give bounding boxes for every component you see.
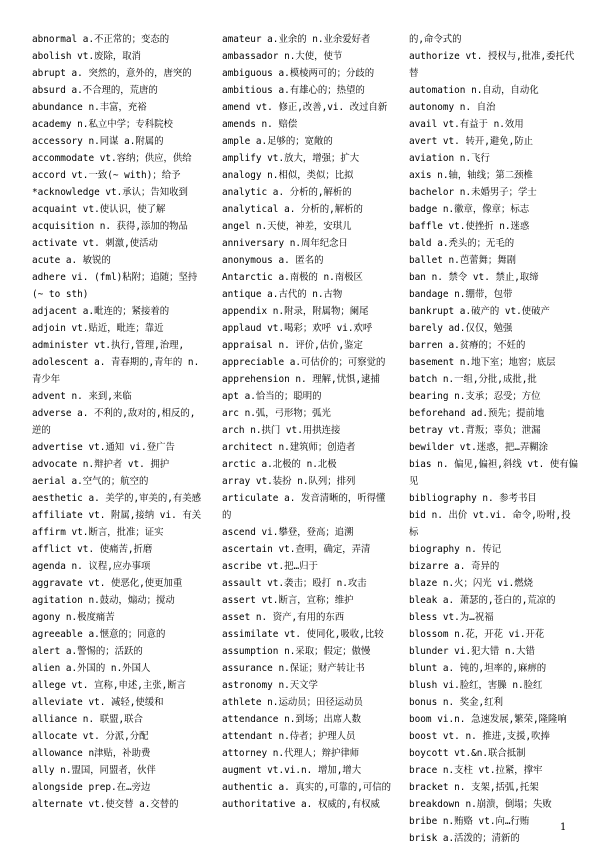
vocab-entry: arch n.拱门 vt.用拱连接 [222, 425, 341, 436]
vocab-entry: accommodate vt.容纳；供应，供给 [32, 153, 192, 164]
vocab-entry: astronomy n.天文学 [222, 680, 318, 691]
vocab-entry: bonus n. 奖金,红利 [409, 697, 503, 708]
vocab-entry: attendance n.到场；出席人数 [222, 714, 362, 725]
vocab-entry: boom vi.n. 急速发展,繁荣,隆隆响 [409, 714, 567, 725]
vocab-entry: alongside prep.在…旁边 [32, 782, 151, 793]
vocab-entry: bias n. 偏见,偏袒,斜线 vt. 使有偏见 [409, 459, 579, 487]
vocab-entry: blush vi.脸红，害臊 n.脸红 [409, 680, 543, 691]
vocab-entry: asset n. 资产,有用的东西 [222, 612, 345, 623]
vocab-entry: acute a. 敏锐的 [32, 255, 111, 266]
vocab-entry: assimilate vt. 使同化,吸收,比较 [222, 629, 384, 640]
vocab-entry: Antarctic a.南极的 n.南极区 [222, 272, 363, 283]
vocab-entry: bald a.秃头的；无毛的 [409, 238, 515, 249]
vocab-entry: authoritative a. 权威的,有权威 [222, 799, 380, 810]
vocab-entry: adhere vi. (fml)粘附；追随；坚持(~ to sth) [32, 272, 198, 300]
vocab-entry: allowance n津贴，补助费 [32, 748, 151, 759]
vocab-entry: brisk a.活泼的；清新的 [409, 833, 520, 844]
vocab-entry: aesthetic a. 美学的,审美的,有美感 [32, 493, 202, 504]
vocab-entry: badge n.徽章，像章；标志 [409, 204, 530, 215]
vocab-entry: bachelor n.未婚男子；学士 [409, 187, 537, 198]
vocab-entry: adjoin vt.贴近，毗连；靠近 [32, 323, 164, 334]
vocab-entry: aggravate vt. 使恶化,使更加重 [32, 578, 183, 589]
vocab-entry: afflict vt. 使痛苦,折磨 [32, 544, 153, 555]
vocab-entry: adolescent a. 青春期的,青年的 n.青少年 [32, 357, 200, 385]
vocab-entry: agitation n.鼓动，煽动；搅动 [32, 595, 175, 606]
vocab-entry: bizarre a. 奇异的 [409, 561, 500, 572]
vocab-entry: authentic a. 真实的,可靠的,可信的 [222, 782, 392, 793]
vocab-entry: ample a.足够的；宽敞的 [222, 136, 333, 147]
vocab-entry: basement n.地下室；地窖；底层 [409, 357, 556, 368]
vocab-entry: anonymous a. 匿名的 [222, 255, 324, 266]
vocab-entry: ascend vi.攀登，登高；追溯 [222, 527, 354, 538]
vocab-entry: barren a.贫瘠的；不妊的 [409, 340, 526, 351]
vocab-entry: assumption n.采取；假定；傲慢 [222, 646, 371, 657]
vocab-entry: authorize vt. 授权与,批准,委托代替 [409, 51, 575, 79]
vocab-entry: angel n.天使，神差，安琪儿 [222, 221, 352, 232]
vocab-entry: aerial a.空气的；航空的 [32, 476, 149, 487]
vocab-entry: alert a.警惕的；活跃的 [32, 646, 143, 657]
vocab-entry: accord vt.一致(~ with)；给予 [32, 170, 181, 181]
vocab-entry: blunt a. 钝的,坦率的,麻痹的 [409, 663, 547, 674]
vocab-entry: ambiguous a.模棱两可的；分歧的 [222, 68, 375, 79]
vocab-entry: allege vt. 宣称,申述,主张,断言 [32, 680, 187, 691]
vocab-entry: bracket n. 支架,括弧,托架 [409, 782, 539, 793]
vocab-entry: ban n. 禁令 vt. 禁止,取缔 [409, 272, 539, 283]
vocab-entry: advertise vt.通知 vi.登广告 [32, 442, 175, 453]
vocab-entry: abolish vt.废除，取消 [32, 51, 141, 62]
vocab-entry: advent n. 来到,来临 [32, 391, 132, 402]
vocab-entry: ambitious a.有雄心的；热望的 [222, 85, 365, 96]
vocab-entry: blaze n.火；闪光 vi.燃烧 [409, 578, 533, 589]
vocab-entry: acquisition n. 获得,添加的物品 [32, 221, 188, 232]
vocab-entry: analogy n.相似，类似；比拟 [222, 170, 354, 181]
vocab-entry: assert vt.断言，宣称；维护 [222, 595, 354, 606]
vocab-entry: barely ad.仅仅，勉强 [409, 323, 513, 334]
vocab-entry: bless vt.为…祝福 [409, 612, 494, 623]
vocab-entry: bibliography n. 参考书目 [409, 493, 537, 504]
vocab-entry: bankrupt a.破产的 vt.使破产 [409, 306, 550, 317]
vocab-entry: attendant n.侍者；护理人员 [222, 731, 356, 742]
vocab-entry: analytic a. 分析的,解析的 [222, 187, 352, 198]
vocab-entry: alliance n. 联盟,联合 [32, 714, 143, 725]
vocab-entry: bandage n.绷带，包带 [409, 289, 513, 300]
vocab-entry: analytical a. 分析的,解析的 [222, 204, 363, 215]
vocab-entry: *acknowledge vt.承认；告知收到 [32, 187, 188, 198]
vocab-entry: alternate vt.使交替 a.交替的 [32, 799, 179, 810]
column-3 [409, 31, 579, 847]
vocab-entry: ascertain vt.查明，确定，弄清 [222, 544, 371, 555]
vocab-entry: bid n. 出价 vt.vi. 命令,吩咐,投标 [409, 510, 571, 538]
vocab-entry: array vt.装扮 n.队列；排列 [222, 476, 356, 487]
vocab-entry: agony n.极度痛苦 [32, 612, 115, 623]
vocab-entry: allocate vt. 分派,分配 [32, 731, 149, 742]
column-1 [32, 31, 204, 813]
vocab-entry: axis n.轴，轴线；第二颈椎 [409, 170, 533, 181]
vocab-entry: avail vt.有益于 n.效用 [409, 119, 524, 130]
vocab-entry: apprehension n. 理解,忧惧,逮捕 [222, 374, 380, 385]
vocab-entry: apt a.恰当的；聪明的 [222, 391, 322, 402]
vocab-entry: agreeable a.惬意的；同意的 [32, 629, 166, 640]
vocab-entry: anniversary n.周年纪念日 [222, 238, 348, 249]
vocab-entry: automation n.自动，自动化 [409, 85, 539, 96]
vocab-entry: appreciable a.可估价的；可察觉的 [222, 357, 386, 368]
vocab-entry: affiliate vt. 附属,接纳 vi. 有关 [32, 510, 202, 521]
vocab-entry: boycott vt.&n.联合抵制 [409, 748, 526, 759]
vocab-entry: betray vt.背叛；辜负；泄漏 [409, 425, 541, 436]
vocab-entry: academy n.私立中学；专科院校 [32, 119, 173, 130]
vocab-entry: arc n.弧，弓形物；弧光 [222, 408, 331, 419]
vocab-entry: alleviate vt. 减轻,使缓和 [32, 697, 164, 708]
vocab-entry: amends n. 赔偿 [222, 119, 298, 130]
vocab-entry: aviation n.飞行 [409, 153, 490, 164]
vocab-entry: batch n.一组,分批,成批,批 [409, 374, 537, 385]
vocab-entry: boost vt. n. 推进,支援,吹捧 [409, 731, 550, 742]
vocab-entry: abundance n.丰富，充裕 [32, 102, 147, 113]
vocab-entry: amplify vt.放大，增强；扩大 [222, 153, 360, 164]
vocab-entry: assurance n.保证；财产转让书 [222, 663, 365, 674]
vocab-entry: autonomy n. 自治 [409, 102, 496, 113]
vocab-entry: affirm vt.断言，批准；证实 [32, 527, 164, 538]
vocab-entry: adjacent a.毗连的；紧接着的 [32, 306, 170, 317]
vocab-entry: ally n.盟国，同盟者，伙伴 [32, 765, 156, 776]
vocab-entry: blossom n.花，开花 vi.开花 [409, 629, 545, 640]
vocab-entry: arctic a.北极的 n.北极 [222, 459, 337, 470]
vocab-entry: augment vt.vi.n. 增加,增大 [222, 765, 362, 776]
vocab-entry: bewilder vt.迷惑，把…弄糊涂 [409, 442, 549, 453]
vocab-entry: antique a.古代的 n.古物 [222, 289, 343, 300]
vocab-entry: bleak a. 萧瑟的,苍白的,荒凉的 [409, 595, 556, 606]
vocab-entry: architect n.建筑师；创造者 [222, 442, 356, 453]
vocab-entry: appendix n.附录，附属物；阑尾 [222, 306, 369, 317]
vocab-entry: appraisal n. 评价,估价,鉴定 [222, 340, 363, 351]
vocab-entry: ballet n.芭蕾舞；舞剧 [409, 255, 517, 266]
vocab-entry: blunder vi.犯大错 n.大错 [409, 646, 535, 657]
vocab-entry: acquaint vt.使认识，使了解 [32, 204, 166, 215]
vocab-entry: beforehand ad.预先；提前地 [409, 408, 545, 419]
vocab-entry: alien a.外国的 n.外国人 [32, 663, 151, 674]
vocab-entry: bearing n.支承；忍受；方位 [409, 391, 541, 402]
vocab-entry: articulate a. 发音清晰的，听得懂的 [222, 493, 386, 521]
vocab-entry: adverse a. 不利的,敌对的,相反的,逆的 [32, 408, 196, 436]
vocab-entry: agenda n. 议程,应办事项 [32, 561, 151, 572]
vocab-entry: ascribe vt.把…归于 [222, 561, 318, 572]
vocab-entry: administer vt.执行,管理,治理, [32, 340, 185, 351]
vocab-entry: breakdown n.崩溃，倒塌；失败 [409, 799, 552, 810]
vocab-entry: advocate n.辩护者 vt. 拥护 [32, 459, 170, 470]
vocab-entry: attorney n.代理人；辩护律师 [222, 748, 360, 759]
vocab-entry: abnormal a.不正常的；变态的 [32, 34, 170, 45]
vocab-entry: assault vt.袭击；殴打 n.攻击 [222, 578, 367, 589]
vocab-entry: amateur a.业余的 n.业余爱好者 [222, 34, 371, 45]
column-2 [222, 31, 394, 813]
vocab-entry: abrupt a. 突然的，意外的，唐突的 [32, 68, 192, 79]
vocab-entry: amend vt. 修正,改善,vi. 改过自新 [222, 102, 388, 113]
page-number: 1 [560, 822, 567, 833]
vocab-entry: accessory n.同谋 a.附属的 [32, 136, 164, 147]
vocab-entry: athlete n.运动员；田径运动员 [222, 697, 363, 708]
vocab-entry: avert vt. 转开,避免,防止 [409, 136, 533, 147]
vocab-entry: applaud vt.喝彩；欢呼 vi.欢呼 [222, 323, 373, 334]
vocab-entry: baffle vt.使挫折 n.迷惑 [409, 221, 530, 232]
vocab-entry: ambassador n.大使，使节 [222, 51, 343, 62]
vocab-entry: bribe n.贿赂 vt.向…行贿 [409, 816, 530, 827]
vocab-entry: biography n. 传记 [409, 544, 502, 555]
vocab-entry: activate vt. 刺激,使活动 [32, 238, 158, 249]
vocab-entry: brace n.支柱 vt.拉紧，撑牢 [409, 765, 543, 776]
vocab-entry: absurd a.不合理的，荒唐的 [32, 85, 158, 96]
vocab-entry: 的,命令式的 [409, 34, 462, 45]
